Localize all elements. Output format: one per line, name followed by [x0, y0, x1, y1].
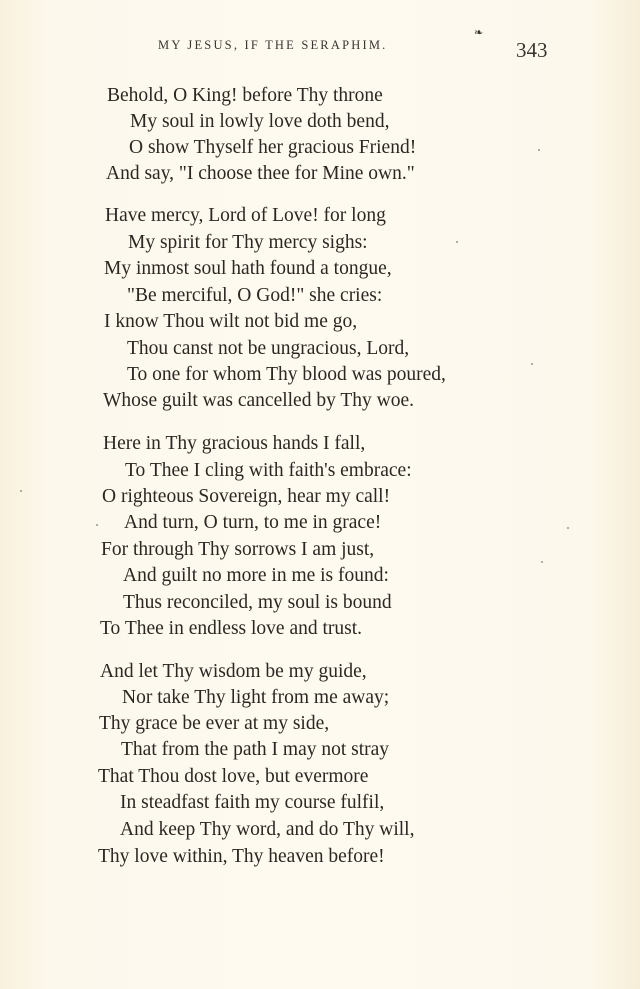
- poem-line: In steadfast faith my course fulfil,: [120, 792, 385, 813]
- poem-line: O righteous Sovereign, hear my call!: [102, 486, 391, 507]
- ink-speck: [20, 490, 22, 492]
- poem-line: Whose guilt was cancelled by Thy woe.: [103, 390, 415, 411]
- poem-line: O show Thyself her gracious Friend!: [129, 137, 417, 158]
- poem-line: I know Thou wilt not bid me go,: [104, 311, 358, 332]
- poem-line: My soul in lowly love doth bend,: [130, 111, 390, 132]
- ink-speck: [96, 524, 98, 526]
- poem-line: To Thee I cling with faith's embrace:: [125, 460, 412, 481]
- poem-line: Thy love within, Thy heaven before!: [98, 846, 385, 867]
- poem-line: That from the path I may not stray: [121, 739, 390, 760]
- poem-line: My spirit for Thy mercy sighs:: [128, 232, 368, 253]
- poem-line: For through Thy sorrows I am just,: [101, 539, 375, 560]
- poem-line: To one for whom Thy blood was poured,: [127, 364, 446, 385]
- running-title: MY JESUS, IF THE SERAPHIM.: [158, 38, 388, 52]
- page-number: 343: [516, 38, 548, 62]
- ink-speck: [567, 527, 569, 529]
- printer-ornament-icon: ❧: [474, 26, 484, 39]
- poem-line: Behold, O King! before Thy throne: [107, 85, 383, 106]
- poem-line: "Be merciful, O God!" she cries:: [127, 285, 383, 306]
- poem-line: And guilt no more in me is found:: [123, 565, 389, 586]
- poem-line: Thou canst not be ungracious, Lord,: [127, 338, 410, 359]
- poem-line: And turn, O turn, to me in grace!: [124, 512, 382, 533]
- ink-speck: [456, 241, 458, 243]
- ink-speck: [538, 149, 540, 151]
- poem-line: Thy grace be ever at my side,: [99, 713, 330, 734]
- ink-speck: [541, 561, 543, 563]
- poem-line: To Thee in endless love and trust.: [100, 618, 363, 639]
- poem-line: Have mercy, Lord of Love! for long: [105, 205, 386, 226]
- poem-line: Here in Thy gracious hands I fall,: [103, 433, 366, 454]
- poem-line: And let Thy wisdom be my guide,: [100, 661, 367, 682]
- poem-line: Nor take Thy light from me away;: [122, 687, 390, 708]
- poem-line: That Thou dost love, but evermore: [98, 766, 369, 787]
- poem-line: Thus reconciled, my soul is bound: [123, 592, 392, 613]
- poem-line: My inmost soul hath found a tongue,: [104, 258, 392, 279]
- poem-line: And keep Thy word, and do Thy will,: [120, 819, 415, 840]
- ink-speck: [531, 363, 533, 365]
- poem-line: And say, "I choose thee for Mine own.": [106, 163, 415, 184]
